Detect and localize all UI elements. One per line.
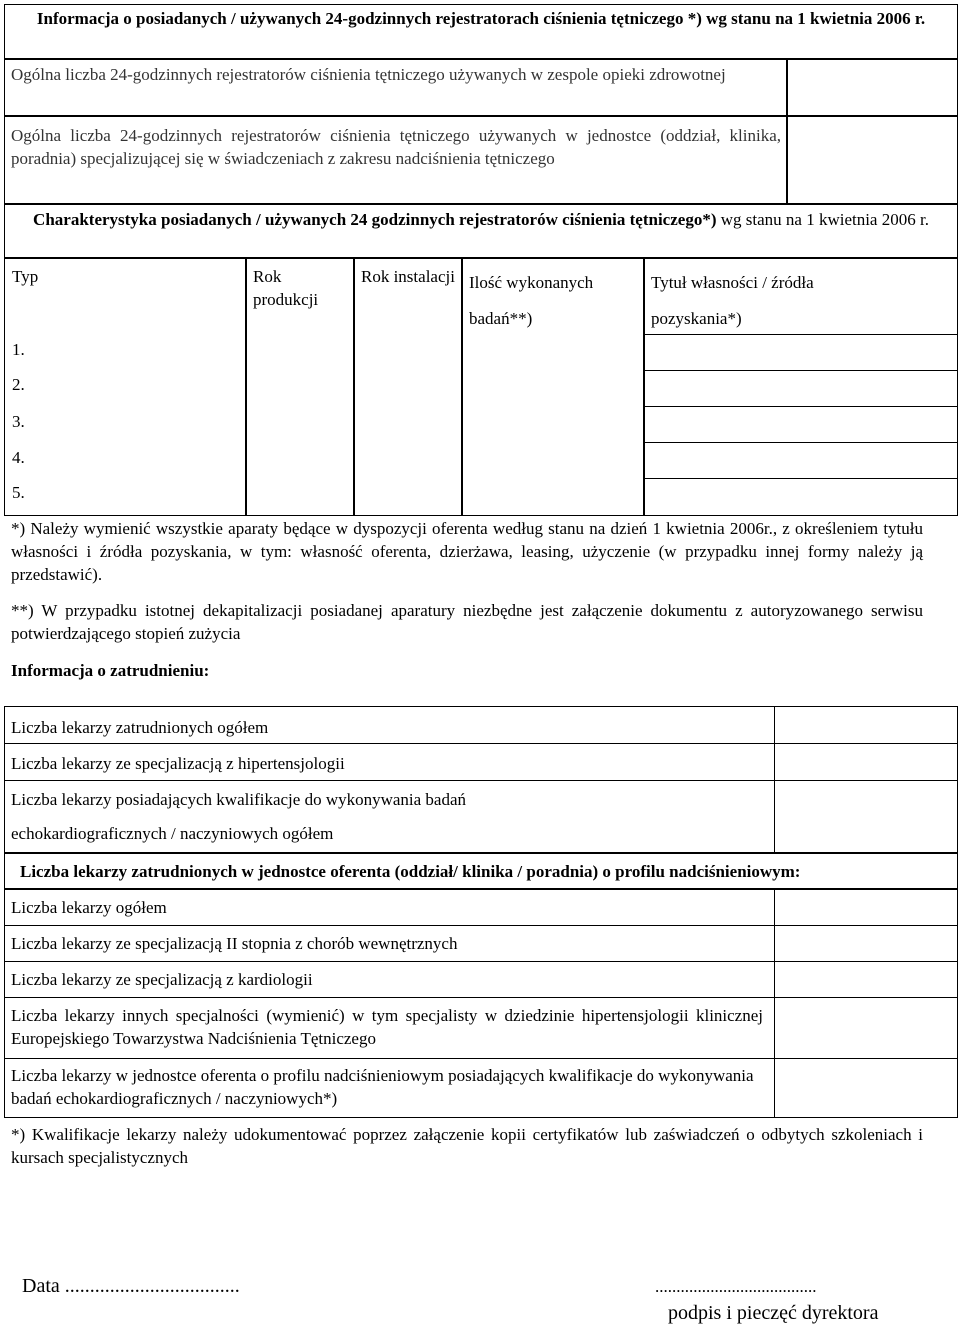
unit-doctors-other-label: Liczba lekarzy innych specjalności (wymienić) w tym specjalisty w dziedzinie hipertensjologii klinicznej Europejskiego Towarzystwa Nadciśnienia Tętniczego: [11, 1006, 763, 1048]
signature-dots[interactable]: ......................................: [655, 1277, 817, 1296]
equipment-row-4-label: 4.: [12, 448, 25, 467]
header-typ: Typ: [12, 267, 39, 286]
tytul-row-divider-5: [643, 478, 958, 479]
total-registrators-row: [4, 58, 788, 117]
top-section-title-text: Informacja o posiadanych / używanych 24-godzinnych rejestratorach ciśnienia tętniczego *) wg stanu na 1 kwietnia 2006 r.: [36, 9, 926, 28]
equipment-table-title: [4, 203, 958, 259]
equipment-row-1-label: 1.: [12, 340, 25, 359]
doctors-echo-label-line2: echokardiograficznych / naczyniowych ogółem: [11, 824, 334, 843]
unit-registrators-label: Ogólna liczba 24-godzinnych rejestratorów ciśnienia tętniczego używanych w jednostce (oddział, klinika, poradnia) specjalizującej się w świadczeniach z zakresu nadciśnienia tętniczego: [11, 126, 781, 168]
equipment-row-3-label: 3.: [12, 412, 25, 431]
employment-t2-divider-4: [4, 1058, 958, 1059]
equipment-row-5-label: 5.: [12, 483, 25, 502]
doctors-total-label: Liczba lekarzy zatrudnionych ogółem: [11, 718, 269, 737]
equipment-title-bold: Charakterystyka posiadanych / używanych 24 godzinnych rejestratorów ciśnienia tętniczego*): [33, 210, 717, 229]
unit-registrators-value[interactable]: [786, 115, 958, 205]
tytul-row-divider-1: [643, 334, 958, 335]
header-rok-produkcji: Rok produkcji: [253, 267, 319, 309]
col-rok-instalacji[interactable]: [353, 257, 463, 516]
employment-heading: Informacja o zatrudnieniu:: [11, 661, 210, 680]
employment-t2-divider-1: [4, 925, 958, 926]
qualification-footnote: *) Kwalifikacje lekarzy należy udokumentować poprzez załączenie kopii certyfikatów lub zaświadczeń o odbytych szkoleniach i kursach specjalistycznych: [11, 1125, 923, 1167]
header-tytul-wlasnosci: Tytuł własności / źródła pozyskania*): [651, 273, 814, 328]
unit-registrators-row: [4, 115, 788, 205]
unit-doctors-header: Liczba lekarzy zatrudnionych w jednostce oferenta (oddział/ klinika / poradnia) o profilu nadciśnieniowym:: [20, 862, 801, 881]
employment-t1-divider-2: [4, 780, 958, 781]
unit-doctors-internal-label: Liczba lekarzy ze specjalizacją II stopnia z chorób wewnętrznych: [11, 934, 458, 953]
doctors-hypertension-label: Liczba lekarzy ze specjalizacją z hipertensjologii: [11, 754, 345, 773]
employment-t2-divider-2: [4, 961, 958, 962]
date-field[interactable]: Data ...................................: [22, 1275, 240, 1297]
employment-t2-divider-v: [774, 888, 775, 1118]
doctors-echo-label-line1: Liczba lekarzy posiadających kwalifikacje do wykonywania badań: [11, 790, 467, 809]
header-rok-instalacji: Rok instalacji: [361, 267, 455, 286]
header-ilosc-badan: Ilość wykonanych badań**): [469, 273, 594, 328]
unit-doctors-total-label: Liczba lekarzy ogółem: [11, 898, 167, 917]
equipment-row-2-label: 2.: [12, 375, 25, 394]
equipment-note-2: **) W przypadku istotnej dekapitalizacji posiadanej aparatury niezbędne jest załączenie dokumentu z autoryzowanego serwisu potwierdzającego stopień zużycia: [11, 601, 923, 643]
total-registrators-label: Ogólna liczba 24-godzinnych rejestratorów ciśnienia tętniczego używanych w zespole opieki zdrowotnej: [11, 65, 726, 84]
tytul-row-divider-2: [643, 370, 958, 371]
signature-label: podpis i pieczęć dyrektora: [668, 1302, 879, 1324]
total-registrators-value[interactable]: [786, 58, 958, 117]
equipment-title-rest: wg stanu na 1 kwietnia 2006 r.: [716, 210, 929, 229]
tytul-row-divider-3: [643, 406, 958, 407]
equipment-note-1: *) Należy wymienić wszystkie aparaty będące w dyspozycji oferenta według stanu na dzień 1 kwietnia 2006r., z określeniem tytułu własności i źródła pozyskania, w tym: własność oferenta, dzierżawa, leasing, użyczenie (w przypadku innej formy należy ją przedstawić).: [11, 519, 923, 584]
top-section-title: [4, 4, 958, 60]
col-typ: [4, 257, 247, 516]
employment-t2-divider-3: [4, 997, 958, 998]
unit-doctors-cardiology-label: Liczba lekarzy ze specjalizacją z kardiologii: [11, 970, 313, 989]
employment-t1-divider-1: [4, 743, 958, 744]
tytul-row-divider-4: [643, 442, 958, 443]
unit-doctors-echo-label: Liczba lekarzy w jednostce oferenta o profilu nadciśnieniowym posiadających kwalifikacje do wykonywania badań echokardiograficznych / naczyniowych*): [11, 1066, 754, 1108]
